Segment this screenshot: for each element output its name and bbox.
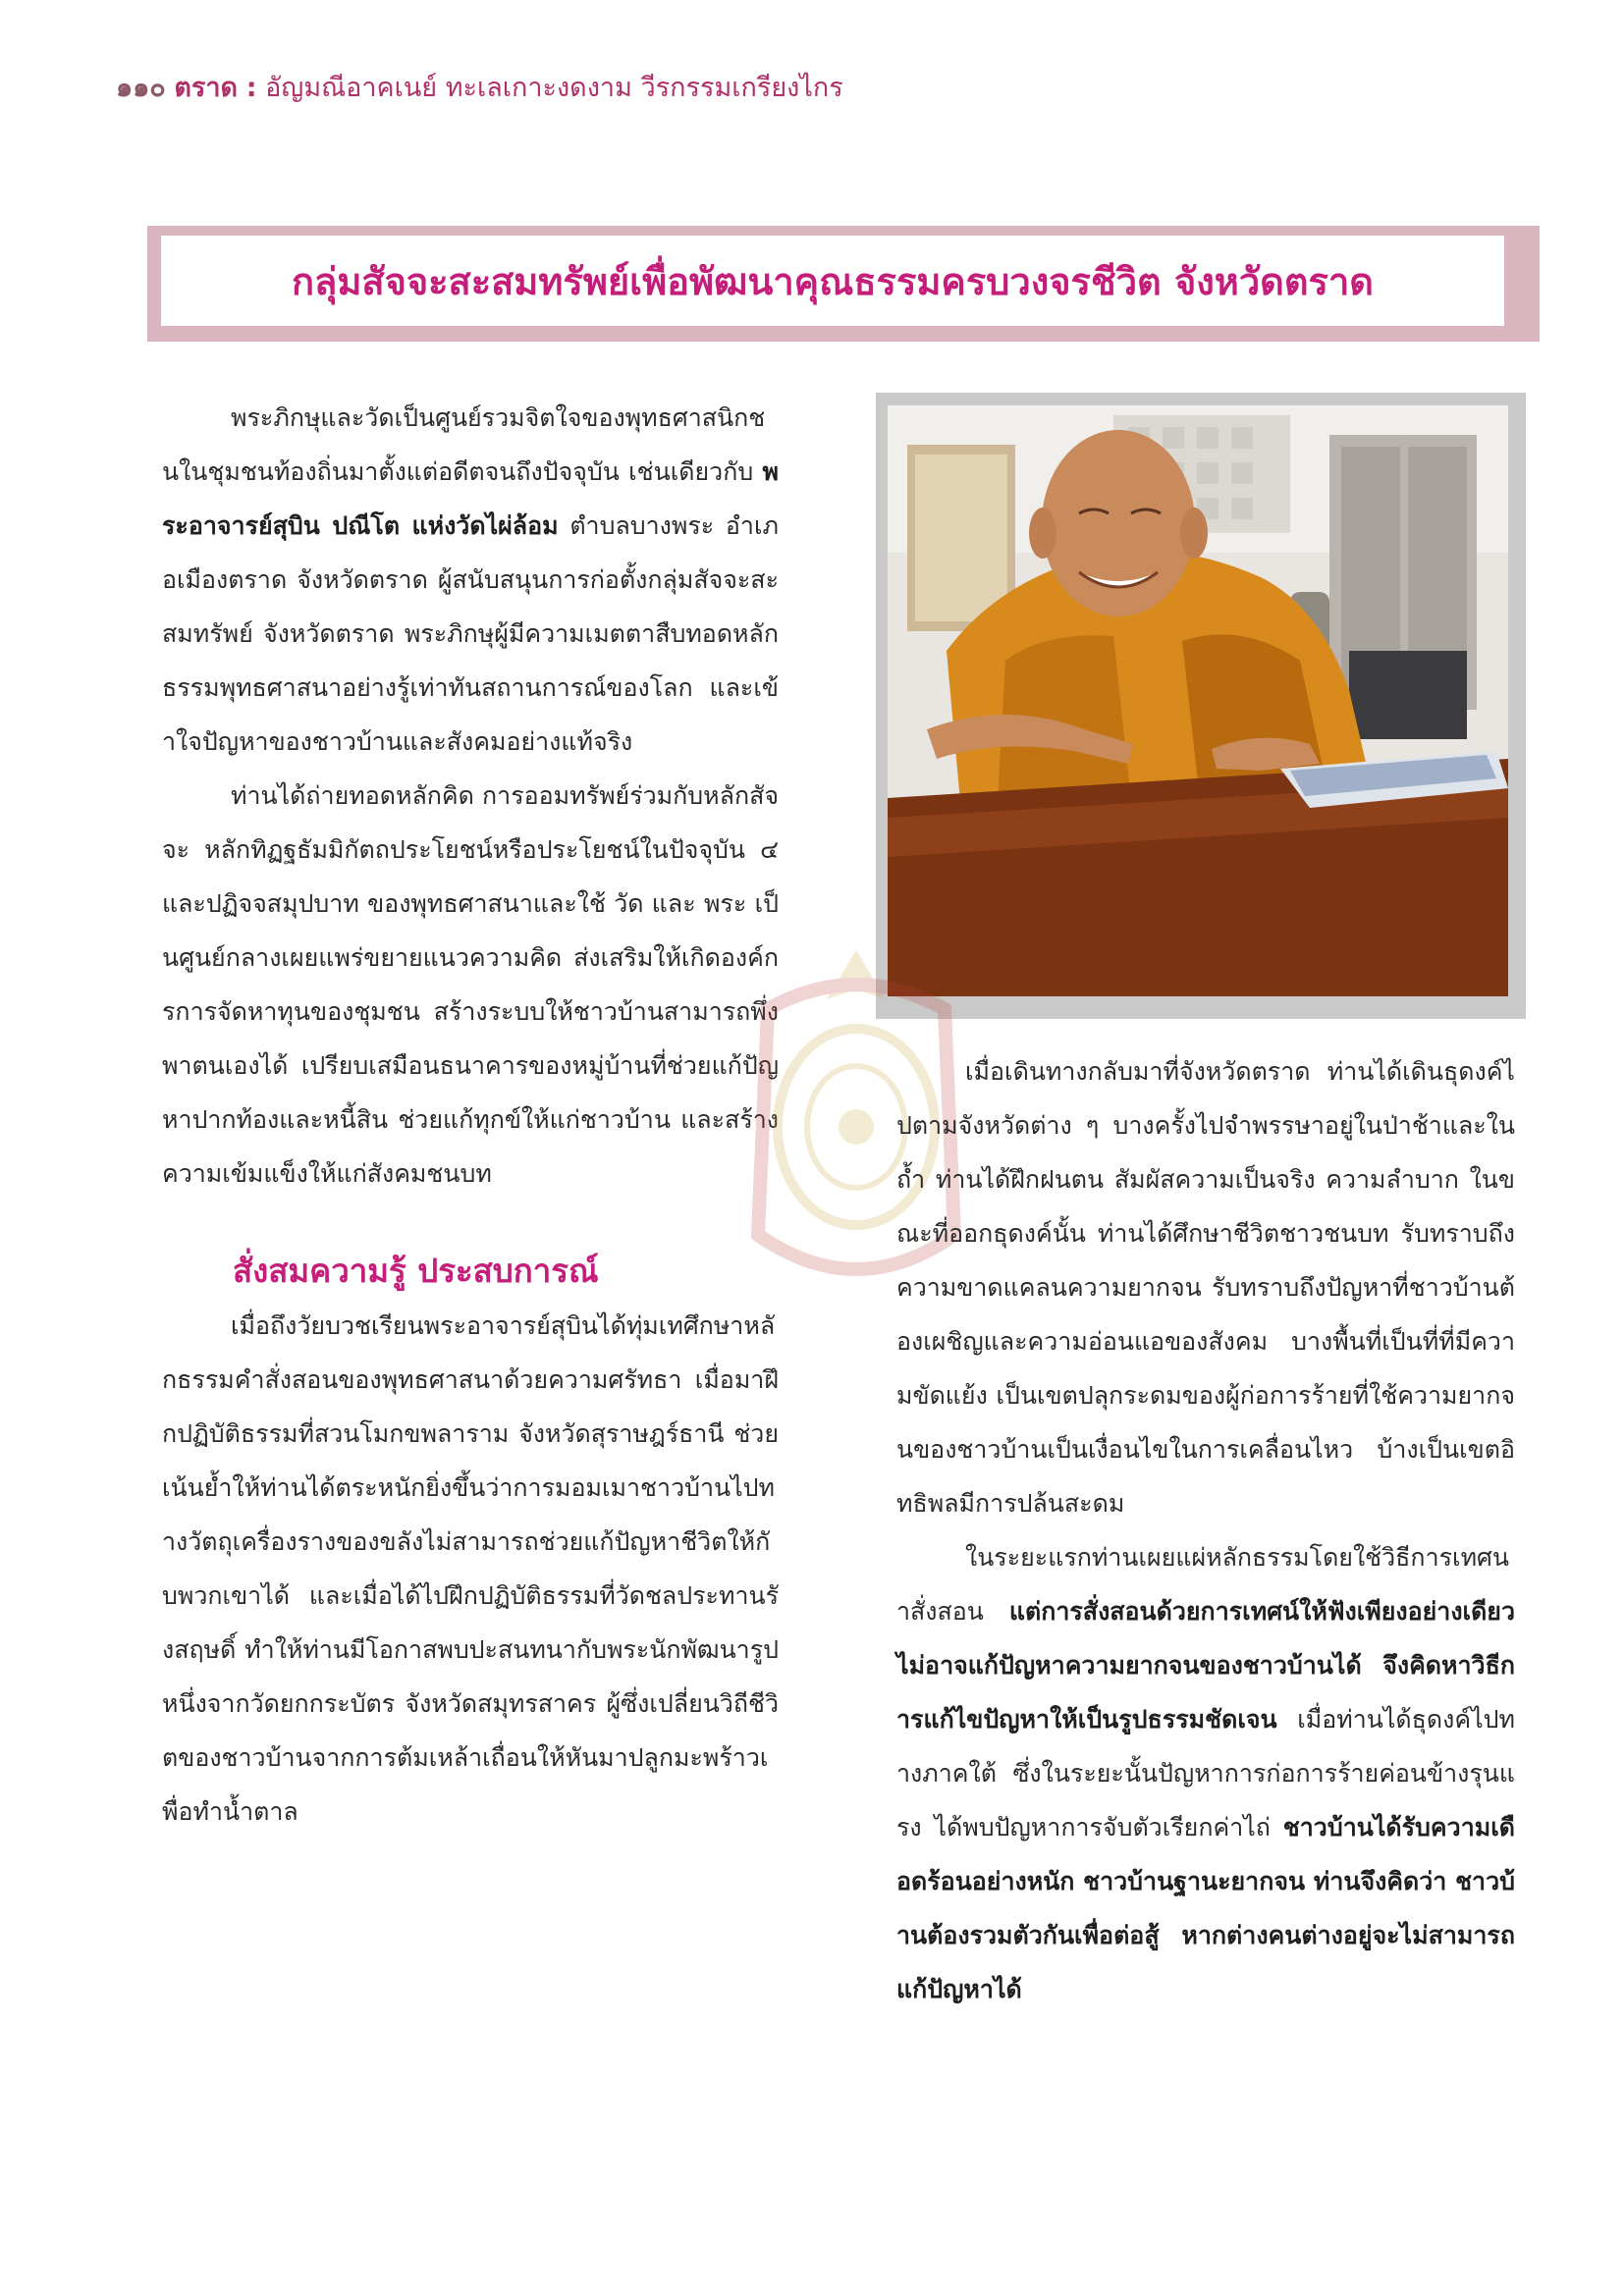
monk-photo (888, 405, 1508, 996)
paragraph-teachings: ท่านได้ถ่ายทอดหลักคิด การออมทรัพย์ร่วมกับหลักสัจจะ หลักทิฏฐธัมมิกัตถประโยชน์หรือประโยชน์ในปัจจุบัน ๔ และปฏิจจสมุปบาท ของพุทธศาสนาและใช้ วัด และ พระ เป็นศูนย์กลางเผยแพร่ขยายแนวความคิด ส่งเสริมให้เกิดองค์กรการจัดหาทุนของชุมชน สร้างระบบให้ชาวบ้านสามารถพึ่งพาตนเองได้ เปรียบเสมือนธนาคารของหมู่บ้านที่ช่วยแก้ปัญหาปากท้องและหนี้สิน ช่วยแก้ทุกข์ให้แก่ชาวบ้าน และสร้างความเข้มแข็งให้แก่สังคมชนบท (162, 781, 779, 1188)
paragraph-intro-text: พระภิกษุและวัดเป็นศูนย์รวมจิตใจของพุทธศาสนิกชนในชุมชนท้องถิ่นมาตั้งแต่อดีตจนถึงปัจจุบัน เช่นเดียวกับ (162, 403, 766, 486)
section-heading: สั่งสมความรู้ ประสบการณ์ (233, 1252, 599, 1290)
paragraph-early-work-text: ในระยะแรกท่านเผยแผ่หลักธรรมโดยใช้วิธีการเทศนาสั่งสอน (896, 1543, 1510, 1626)
title-box (161, 236, 1504, 326)
bold-statement-1: แต่การสั่งสอนด้วยการเทศน์ให้ฟังเพียงอย่างเดียว ไม่อาจแก้ปัญหาความยากจนของชาวบ้านได้ จึงคิดหาวิธีการแก้ไขปัญหาให้เป็นรูปธรรมชัดเจน (896, 1597, 1515, 1734)
left-column (162, 391, 779, 1839)
monk-name-bold: พระอาจารย์สุบิน ปณีโต แห่งวัดไผ่ล้อม (162, 457, 779, 540)
article-title: กลุ่มสัจจะสะสมทรัพย์เพื่อพัฒนาคุณธรรมครบวงจรชีวิต จังหวัดตราด (292, 259, 1374, 303)
page-number: ๑๑๐ (116, 73, 166, 103)
paragraph-early-work-text-cont: เมื่อท่านได้ธุดงค์ไปทางภาคใต้ ซึ่งในระยะนั้นปัญหาการก่อการร้ายค่อนข้างรุนแรง ได้พบปัญหาการจับตัวเรียกค่าไถ่ (896, 1705, 1515, 1842)
paragraph-pilgrimage: เมื่อเดินทางกลับมาที่จังหวัดตราด ท่านได้เดินธุดงค์ไปตามจังหวัดต่าง ๆ บางครั้งไปจำพรรษาอยู่ในป่าช้าและในถ้ำ ท่านได้ฝึกฝนตน สัมผัสความเป็นจริง ความลำบาก ในขณะที่ออกธุดงค์นั้น ท่านได้ศึกษาชีวิตชาวชนบท รับทราบถึงความขาดแคลนความยากจน รับทราบถึงปัญหาที่ชาวบ้านต้องเผชิญและความอ่อนแอของสังคม บางพื้นที่เป็นที่ที่มีความขัดแย้ง เป็นเขตปลุกระดมของผู้ก่อการร้ายที่ใช้ความยากจนของชาวบ้านเป็นเงื่อนไขในการเคลื่อนไหว บ้างเป็นเขตอิทธิพลมีการปล้นสะดม (896, 1057, 1515, 1518)
paragraph-intro-text-cont: ตำบลบางพระ อำเภอเมืองตราด จังหวัดตราด ผู้สนับสนุนการก่อตั้งกลุ่มสัจจะสะสมทรัพย์ จังหวัดตราด พระภิกษุผู้มีความเมตตาสืบทอดหลักธรรมพุทธศาสนาอย่างรู้เท่าทันสถานการณ์ของโลก และเข้าใจปัญหาของชาวบ้านและสังคมอย่างแท้จริง (162, 511, 779, 756)
paragraph-early-work (896, 1530, 1515, 2016)
paragraph-intro (162, 391, 779, 769)
running-header (116, 61, 1510, 116)
bold-statement-2: ชาวบ้านได้รับความเดือดร้อนอย่างหนัก ชาวบ้านฐานะยากจน ท่านจึงคิดว่า ชาวบ้านต้องรวมตัวกันเพื่อต่อสู้ หากต่างคนต่างอยู่จะไม่สามารถแก้ปัญหาได้ (896, 1813, 1515, 2003)
paragraph-education: เมื่อถึงวัยบวชเรียนพระอาจารย์สุบินได้ทุ่มเทศึกษาหลักธรรมคำสั่งสอนของพุทธศาสนาด้วยความศรัทธา เมื่อมาฝึกปฏิบัติธรรมที่สวนโมกขพลาราม จังหวัดสุราษฎร์ธานี ช่วยเน้นย้ำให้ท่านได้ตระหนักยิ่งขึ้นว่าการมอมเมาชาวบ้านไปทางวัตถุเครื่องรางของขลังไม่สามารถช่วยแก้ปัญหาชีวิตให้กับพวกเขาได้ และเมื่อได้ไปฝึกปฏิบัติธรรมที่วัดชลประทานรังสฤษดิ์ ทำให้ท่านมีโอกาสพบปะสนทนากับพระนักพัฒนารูปหนึ่งจากวัดยกกระบัตร จังหวัดสมุทรสาคร ผู้ซึ่งเปลี่ยนวิถีชีวิตของชาวบ้านจากการต้มเหล้าเถื่อนให้หันมาปลูกมะพร้าวเพื่อทำน้ำตาล (162, 1311, 779, 1826)
header-subtitle: อัญมณีอาคเนย์ ทะเลเกาะงดงาม วีรกรรมเกรียงไกร (265, 73, 843, 103)
monk-photo-illustration (888, 405, 1508, 996)
header-separator: : (245, 73, 257, 103)
right-column (896, 1044, 1515, 2016)
header-province: ตราด (174, 73, 239, 103)
